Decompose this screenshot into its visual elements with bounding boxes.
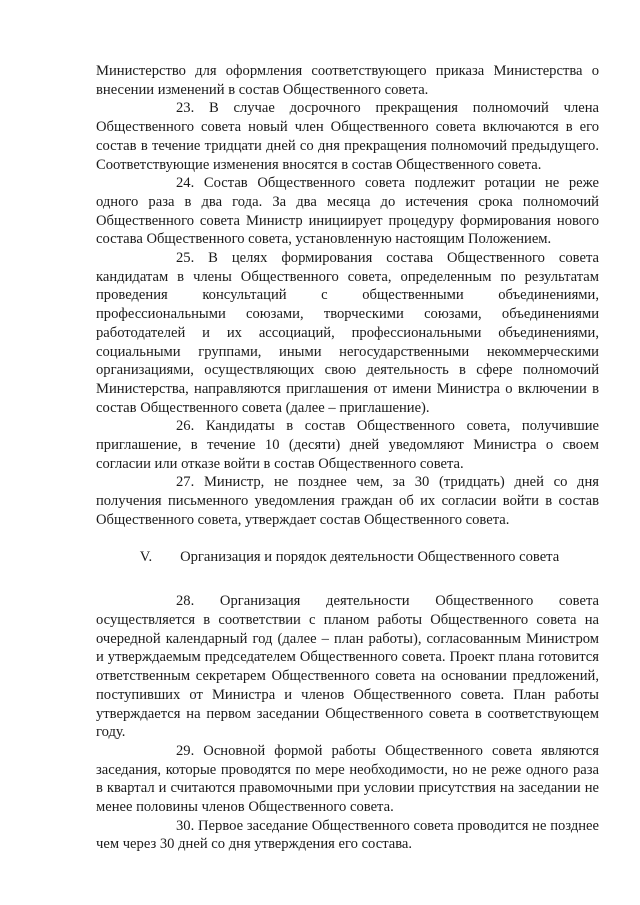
paragraph-27: [96, 473, 599, 529]
section-number: V.: [139, 548, 153, 565]
intro-paragraph: Министерство для оформления соответствующего приказа Министерства о внесении изменений в состав Общественного совета.: [96, 63, 599, 98]
paragraph-28: [96, 592, 599, 742]
paragraph-26: [96, 417, 599, 473]
paragraph-24: [96, 174, 599, 249]
paragraph-29: [96, 742, 599, 817]
paragraph-text: Первое заседание Общественного совета проводится не позднее чем через 30 дней со дня утверждения его состава.: [96, 817, 600, 853]
paragraph-text: Основной формой работы Общественного совета являются заседания, которые проводятся по мере необходимости, но не реже одного раза в квартал и считаются правомочными при условии присутствия на заседании не менее половины членов Общественного совета.: [96, 742, 599, 816]
paragraph-25: [96, 249, 599, 417]
paragraph-text: В целях формирования состава Общественного совета кандидатам в члены Общественного совета, определенным по результатам проведения консультаций с общественными объединениями, профессиональными союзами, творческими союзами, объединениями работодателей и их ассоциаций, профессиональными объединениями, социальными группами, иными негосударственными некоммерческими организациями, осуществляющих свою деятельность в сфере полномочий Министерства, направляются приглашения от имени Министра о включении в состав Общественного совета (далее – приглашение).: [96, 250, 599, 416]
section-heading: [96, 548, 599, 567]
paragraph-number: 23.: [176, 100, 195, 117]
paragraph-text: В случае досрочного прекращения полномочий члена Общественного совета новый член Общественного совета включаются в его состав в течение тридцати дней со дня прекращения полномочий предыдущего. Соответствующие изменения вносятся в состав Общественного совета.: [96, 100, 599, 173]
paragraph-text: Организация деятельности Общественного совета осуществляется в соответствии с планом работы Общественного совета на очередной календарный год (далее – план работы), согласованным Министром и утверждаемым председателем Общественного совета. Проект плана готовится ответственным секретарем Общественного совета на основании предложений, поступивших от Министра и членов Общественного совета. План работы утверждается на первом заседании Общественного совета в соответствующем году.: [96, 593, 599, 741]
paragraph-number: 30.: [176, 817, 195, 834]
paragraph-30: [96, 817, 599, 854]
section-title: Организация и порядок деятельности Общественного совета: [180, 548, 560, 565]
paragraph-number: 24.: [176, 175, 195, 192]
paragraph-number: 27.: [176, 474, 195, 491]
paragraph-number: 25.: [176, 250, 195, 267]
paragraph-text: Состав Общественного совета подлежит ротации не реже одного раза в два года. За два месяца до истечения срока полномочий Общественного совета Министр инициирует процедуру формирования нового состава Общественного совета, установленную настоящим Положением.: [96, 175, 599, 248]
paragraph-number: 28.: [176, 593, 195, 610]
paragraph-text: Министр, не позднее чем, за 30 (тридцать) дней со дня получения письменного уведомления граждан об их согласии войти в состав Общественного совета, утверждает состав Общественного совета.: [96, 474, 599, 528]
paragraph-number: 26.: [176, 418, 195, 435]
paragraph-number: 29.: [176, 742, 195, 759]
paragraph-text: Кандидаты в состав Общественного совета, получившие приглашение, в течение 10 (десяти) дней уведомляют Министра о своем согласии или отказе войти в состав Общественного совета.: [96, 418, 599, 472]
paragraph-23: [96, 99, 599, 174]
